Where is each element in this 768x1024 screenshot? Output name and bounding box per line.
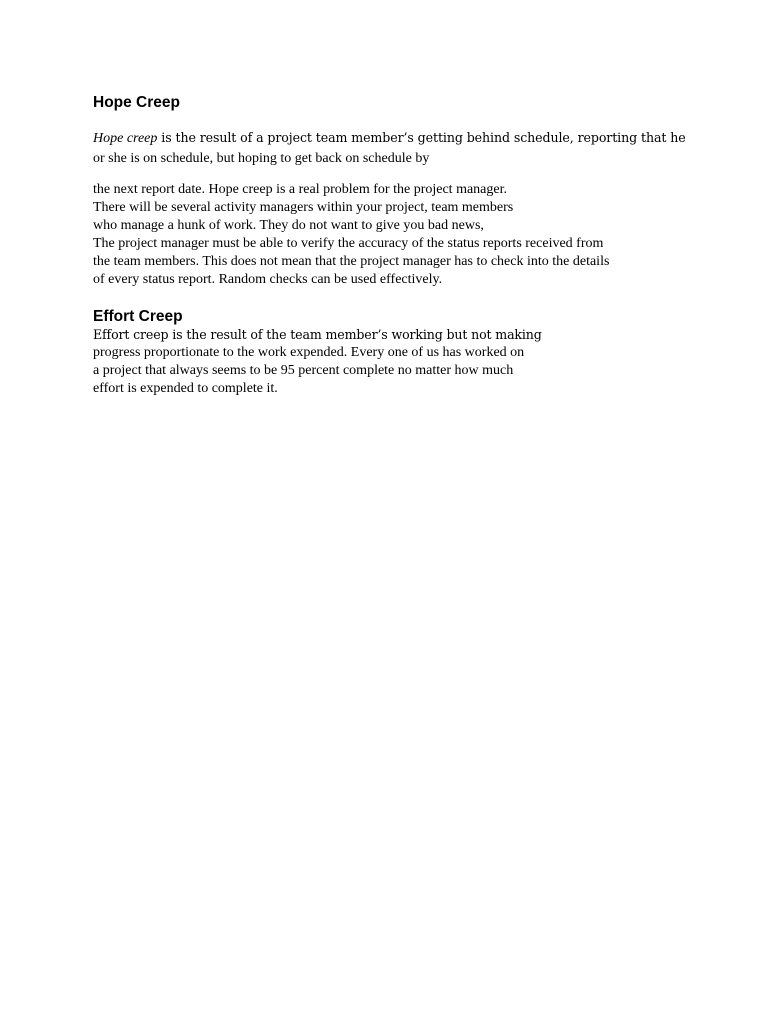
hope-creep-heading: Hope Creep xyxy=(93,94,180,111)
body-line: progress proportionate to the work expended. Every one of us has worked on xyxy=(93,345,525,360)
intro-line-2: or she is on schedule, but hoping to get back on schedule by xyxy=(93,151,430,166)
effort-creep-heading: Effort Creep xyxy=(93,308,183,325)
body-line: of every status report. Random checks can be used effectively. xyxy=(93,272,443,287)
body-line: who manage a hunk of work. They do not want to give you bad news, xyxy=(93,218,484,233)
hope-creep-term: Hope creep xyxy=(93,131,158,146)
body-line: There will be several activity managers within your project, team members xyxy=(93,200,514,215)
intro-line-1-rest: is the result of a project team member’s getting behind schedule, reporting that he xyxy=(157,130,686,145)
body-line: the next report date. Hope creep is a real problem for the project manager. xyxy=(93,182,507,197)
hope-creep-intro xyxy=(93,128,686,169)
body-line: The project manager must be able to verify the accuracy of the status reports received from xyxy=(93,236,604,251)
body-line: a project that always seems to be 95 percent complete no matter how much xyxy=(93,363,514,378)
body-line: Effort creep is the result of the team member’s working but not making xyxy=(93,327,542,342)
intro-line-1 xyxy=(93,128,686,149)
hope-creep-body xyxy=(93,181,609,289)
body-line: effort is expended to complete it. xyxy=(93,381,278,396)
effort-creep-body xyxy=(93,326,542,398)
body-line: the team members. This does not mean that the project manager has to check into the details xyxy=(93,254,610,269)
